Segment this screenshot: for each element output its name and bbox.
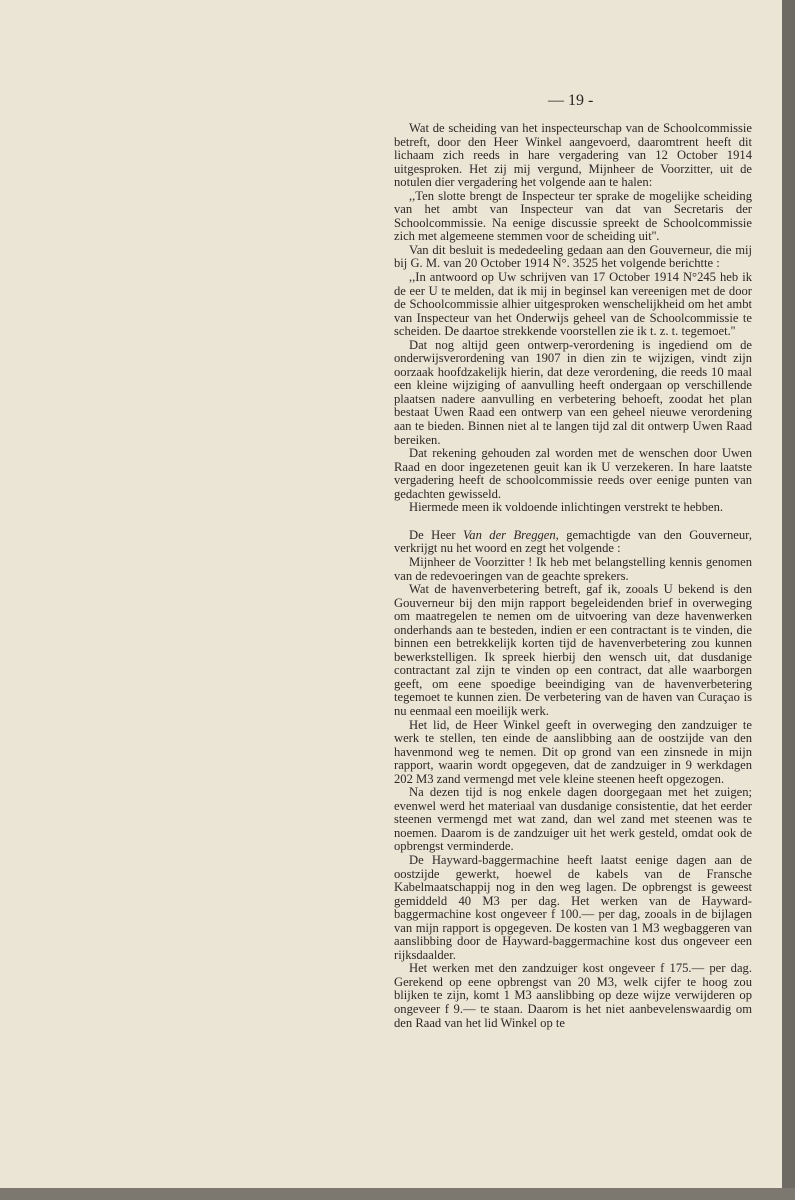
speaker-name: Van der Breggen, <box>462 527 559 542</box>
paragraph: Na dezen tijd is nog enkele dagen doorgegaan met het zuigen; evenwel werd het materiaal van dusdanige consistentie, dat het eerder steenen vermengd met wat zand, dan wel zand met steenen was te noemen. Daarom is de zandzuiger uit het werk gesteld, omdat ook de opbrengst verminderde. <box>394 785 752 854</box>
scan-edge-right <box>782 0 795 1200</box>
paragraph: Mijnheer de Voorzitter ! Ik heb met belangstelling kennis genomen van de redevoeringen van de geachte sprekers. <box>394 554 752 583</box>
paragraph: Het lid, de Heer Winkel geeft in overweging den zandzuiger te werk te stellen, ten einde de aanslibbing aan de oostzijde van den havenmond weg te nemen. Dit op grond van een zinsnede in mijn rapport, waarin wordt opgegeven, dat de zandzuiger in 9 werkdagen 202 M3 zand vermengd met vele kleine steenen heeft opgezogen. <box>394 717 752 786</box>
paragraph: Wat de scheiding van het inspecteurschap van de Schoolcommissie betreft, door den Heer Winkel aangevoerd, daaromtrent heeft dit lichaam zich reeds in hare vergadering van 12 October 1914 uitgesproken. Het zij mij vergund, Mijnheer de Voorzitter, uit de notulen dier vergadering het volgende aan te halen: <box>394 121 752 190</box>
paragraph: Het werken met den zandzuiger kost ongeveer f 175.— per dag. Gerekend op eene opbrengst van 20 M3, welk cijfer te hoog zou blijken te zijn, komt 1 M3 aanslibbing op deze wijze verwijderen op ongeveer f 9.— te staan. Daarom is het niet aanbevelenswaardig om den Raad van het lid Winkel op te <box>394 961 752 1030</box>
paragraph: Wat de havenverbetering betreft, gaf ik, zooals U bekend is den Gouverneur bij den mijn rapport begeleidenden brief in overweging om maatregelen te nemen om de uitvoering van deze havenwerken onderhands aan te besteden, indien er een contractant is te vinden, die binnen een betrekkelijk korten tijd de havenverbetering zou kunnen bewerkstelligen. Ik spreek hierbij den wensch uit, dat dusdanige contractant zal zijn te vinden op een contract, dat alle waarborgen geeft, om eene spoedige beeindiging van de havenverbetering tegemoet te kunnen zien. De verbetering van de haven van Curaçao is nu eenmaal een moeilijk werk. <box>394 582 752 718</box>
paragraph: Dat rekening gehouden zal worden met de wenschen door Uwen Raad en door ingezetenen geuit kan ik U verzekeren. In hare laatste vergadering heeft de schoolcommissie reeds over eenige punten van gedachten gewisseld. <box>394 446 752 501</box>
quoted-minutes: ,,Ten slotte brengt de Inspecteur ter sprake de mogelijke scheiding van het ambt van Inspecteur van dat van Secretaris der Schoolcommissie. Na eenige discussie spreekt de Schoolcommissie zich met algemeene stemmen voor de scheiding uit''. <box>394 188 752 244</box>
speaker-prefix: De Heer <box>409 527 463 542</box>
paragraph: Van dit besluit is mededeeling gedaan aan den Gouverneur, die mij bij G. M. van 20 October 1914 N°. 3525 het volgende berichtte : <box>394 242 752 271</box>
speaker-intro <box>394 529 752 556</box>
paragraph: Dat nog altijd geen ontwerp-verordening is ingediend om de onderwijsverordening van 1907 in dien zin te wijzigen, vindt zijn oorzaak hoofdzakelijk hierin, dat deze verordening, die reeds 10 maal een kleine wijziging of aanvulling heeft ondergaan op verschillende plaatsen nadere aanvulling en verbetering behoeft, zoodat het plan bestaat Uwen Raad een ontwerp van een geheel nieuwe verordening aan te bieden. Binnen niet al te langen tijd zal dit ontwerp Uwen Raad bereiken. <box>394 337 752 447</box>
speaker-rest: gemachtigde van den Gouverneur, verkrijgt nu het woord en zegt het volgende : <box>394 527 752 556</box>
quoted-letter: ,,In antwoord op Uw schrijven van 17 October 1914 N°245 heb ik de eer U te melden, dat ik mij in beginsel kan vereenigen met de door de Schoolcommissie alhier uitgesproken wenschelijkheid om het ambt van Inspecteur van het Onderwijs geheel van de Schoolcommissie te scheiden. De daartoe strekkende voorstellen zie ik t. z. t. tegemoet.'' <box>394 270 752 339</box>
paragraph: De Hayward-baggermachine heeft laatst eenige dagen aan de oostzijde gewerkt, hoewel de kabels van de Fransche Kabelmaatschappij nog in den weg lagen. De opbrengst is geweest gemiddeld 40 M3 per dag. Het werken van de Hayward-baggermachine kost ongeveer f 100.— per dag, zooals in de bijlagen van mijn rapport is opgegeven. De kosten van 1 M3 wegbaggeren van aanslibbing door de Hayward-baggermachine kost dus ongeveer een rijksdaalder. <box>394 852 752 962</box>
page-number: — 19 - <box>548 92 594 109</box>
text-column <box>394 122 752 1030</box>
scan-edge-bottom <box>0 1188 795 1200</box>
paragraph: Hiermede meen ik voldoende inlichtingen verstrekt te hebben. <box>409 500 724 515</box>
